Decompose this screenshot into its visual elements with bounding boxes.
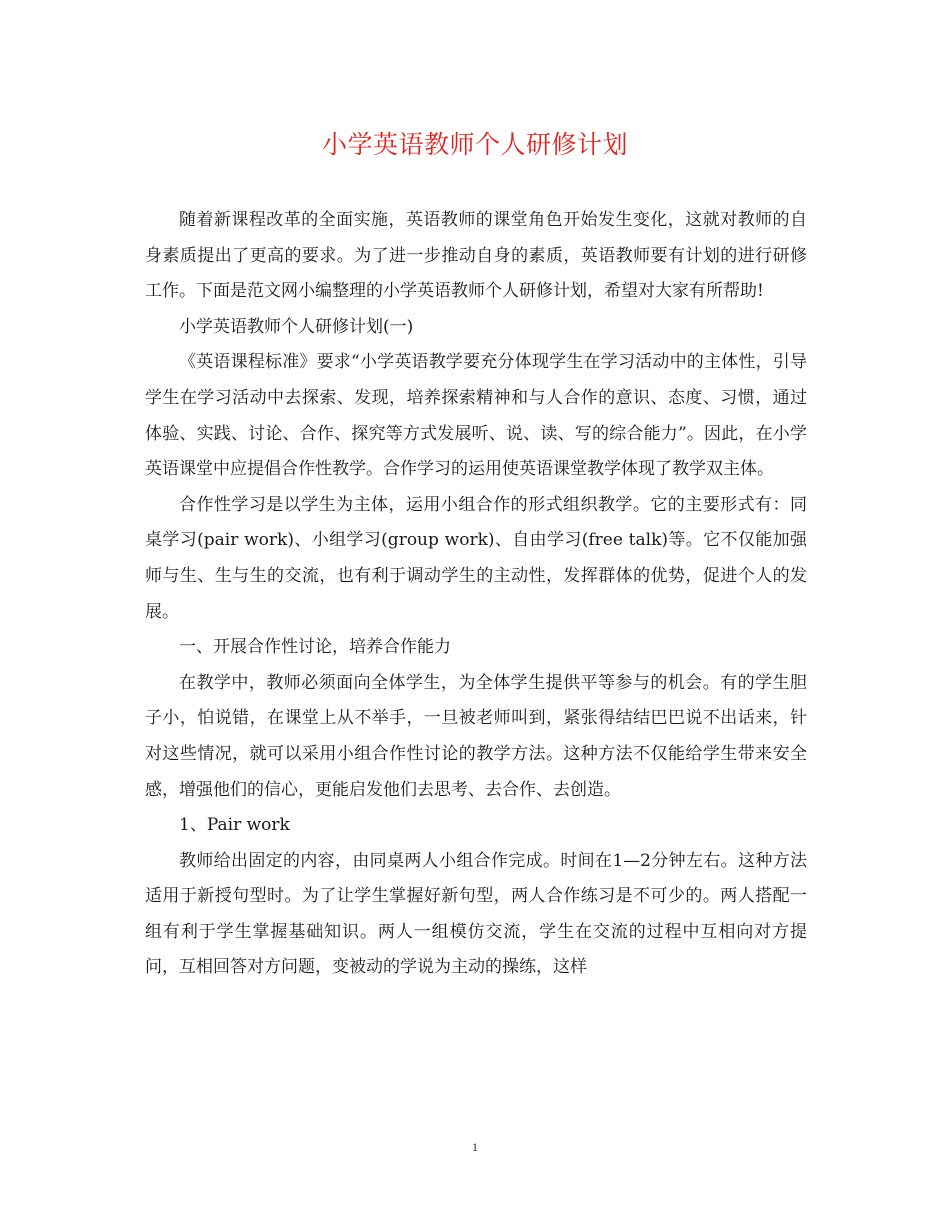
section-heading-pair-work: 1、Pair work: [179, 815, 290, 836]
page-number: 1: [472, 1140, 478, 1154]
section-heading-discussion: 一、开展合作性讨论，培养合作能力: [179, 637, 451, 658]
paragraph-curriculum-standard: 《英语课程标准》要求“小学英语教学要充分体现学生在学习活动中的主体性，引导学生在学习活动中去探索、发现，培养探索精神和与人合作的意识、态度、习惯，通过体验、实践、讨论、合作、探究等方式发展听、说、读、写的综合能力”。因此，在小学英语课堂中应提倡合作性教学。合作学习的运用使英语课堂教学体现了教学双主体。: [145, 352, 807, 480]
section-heading-plan-one: 小学英语教师个人研修计划(一): [179, 316, 414, 337]
paragraph-cooperative-learning: 合作性学习是以学生为主体，运用小组合作的形式组织教学。它的主要形式有：同桌学习(pair work)、小组学习(group work)、自由学习(free talk)等。它不仅能加强师与生、生与生的交流，也有利于调动学生的主动性，发挥群体的优势，促进个人的发展。: [145, 494, 807, 622]
document-title: 小学英语教师个人研修计划: [321, 130, 628, 159]
paragraph-teaching: 在教学中，教师必须面向全体学生，为全体学生提供平等参与的机会。有的学生胆子小，怕说错，在课堂上从不举手，一旦被老师叫到，紧张得结结巴巴说不出话来，针对这些情况，就可以采用小组合作性讨论的教学方法。这种方法不仅能给学生带来安全感，增强他们的信心，更能启发他们去思考、去合作、去创造。: [145, 672, 807, 800]
document-body: [145, 203, 807, 986]
paragraph-pair-work: 教师给出固定的内容，由同桌两人小组合作完成。时间在1—2分钟左右。这种方法适用于新授句型时。为了让学生掌握好新句型，两人合作练习是不可少的。两人搭配一组有利于学生掌握基础知识。两人一组模仿交流，学生在交流的过程中互相向对方提问，互相回答对方问题，变被动的学说为主动的操练，这样: [145, 850, 807, 978]
paragraph-intro: 随着新课程改革的全面实施，英语教师的课堂角色开始发生变化，这就对教师的自身素质提出了更高的要求。为了进一步推动自身的素质，英语教师要有计划的进行研修工作。下面是范文网小编整理的小学英语教师个人研修计划，希望对大家有所帮助!: [145, 210, 807, 302]
